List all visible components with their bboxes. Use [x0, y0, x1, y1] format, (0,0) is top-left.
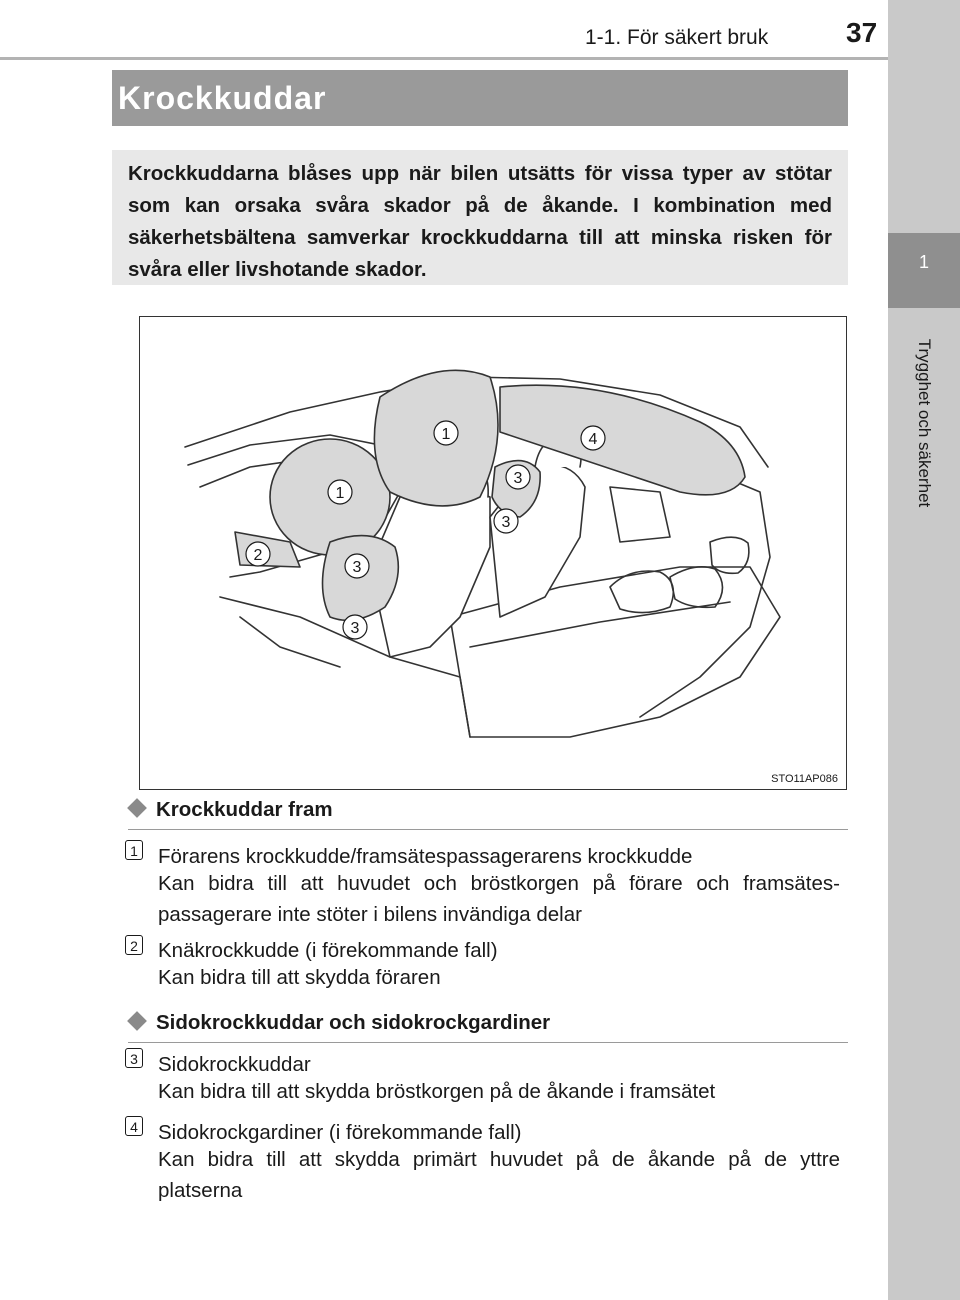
section-title: Krockkuddar [118, 80, 327, 116]
intro-text: Krockkuddarna blåses upp när bilen utsätts för vissa typer av stötar som kan orsaka svåra skador på de åkande. I kombination med säkerhetsbältena samverkar krockkuddarna till att minska risken för svåra eller livshotande skador. [128, 162, 832, 281]
item-title: Sidokrockgardiner (i förekommande fall) [158, 1121, 522, 1144]
diamond-bullet-icon [127, 1011, 147, 1031]
subheading-rule [128, 1042, 848, 1043]
header-divider [0, 57, 888, 60]
callout-label: 4 [588, 431, 598, 448]
callout-label: 2 [253, 547, 263, 564]
item-title: Förarens krockkudde/framsätespassagerarens krockkudde [158, 845, 693, 868]
diamond-bullet-icon [127, 798, 147, 818]
item-number: 4 [125, 1116, 143, 1136]
item-number: 2 [125, 935, 143, 955]
callout-label: 3 [352, 559, 362, 576]
figure-code: STO11AP086 [771, 773, 838, 785]
chapter-title: 1-1. För säkert bruk [585, 26, 769, 49]
item-number: 3 [125, 1048, 143, 1068]
item-description: Kan bidra till att skydda bröstkorgen på de åkande i framsätet [158, 1080, 716, 1103]
callout-label: 1 [335, 485, 345, 502]
subheading-rule [128, 829, 848, 830]
page-number: 37 [846, 17, 878, 48]
callout-label: 3 [501, 514, 511, 531]
item-description: Kan bidra till att skydda föraren [158, 966, 441, 989]
item-description: Kan bidra till att huvudet och bröstkorgen på förare och framsätes-passagerare inte stöter i bilens invändiga delar [158, 872, 840, 926]
subheading-front-airbags: Krockkuddar fram [130, 798, 333, 822]
callout-label: 3 [350, 620, 360, 637]
car-interior-drawing [140, 317, 846, 789]
item-number: 1 [125, 840, 143, 860]
callout-label: 3 [513, 470, 523, 487]
item-description: Kan bidra till att skydda primärt huvudet på de åkande på de yttre platserna [158, 1148, 840, 1202]
item-title: Knäkrockkudde (i förekommande fall) [158, 939, 498, 962]
chapter-number: 1 [918, 252, 929, 272]
subheading-side-airbags: Sidokrockkuddar och sidokrockgardiner [130, 1011, 550, 1035]
airbag-illustration [139, 316, 847, 790]
item-title: Sidokrockkuddar [158, 1053, 311, 1076]
chapter-sidebar [888, 0, 960, 1300]
chapter-label: Trygghet och säkerhet [915, 338, 934, 508]
callout-label: 1 [441, 426, 451, 443]
